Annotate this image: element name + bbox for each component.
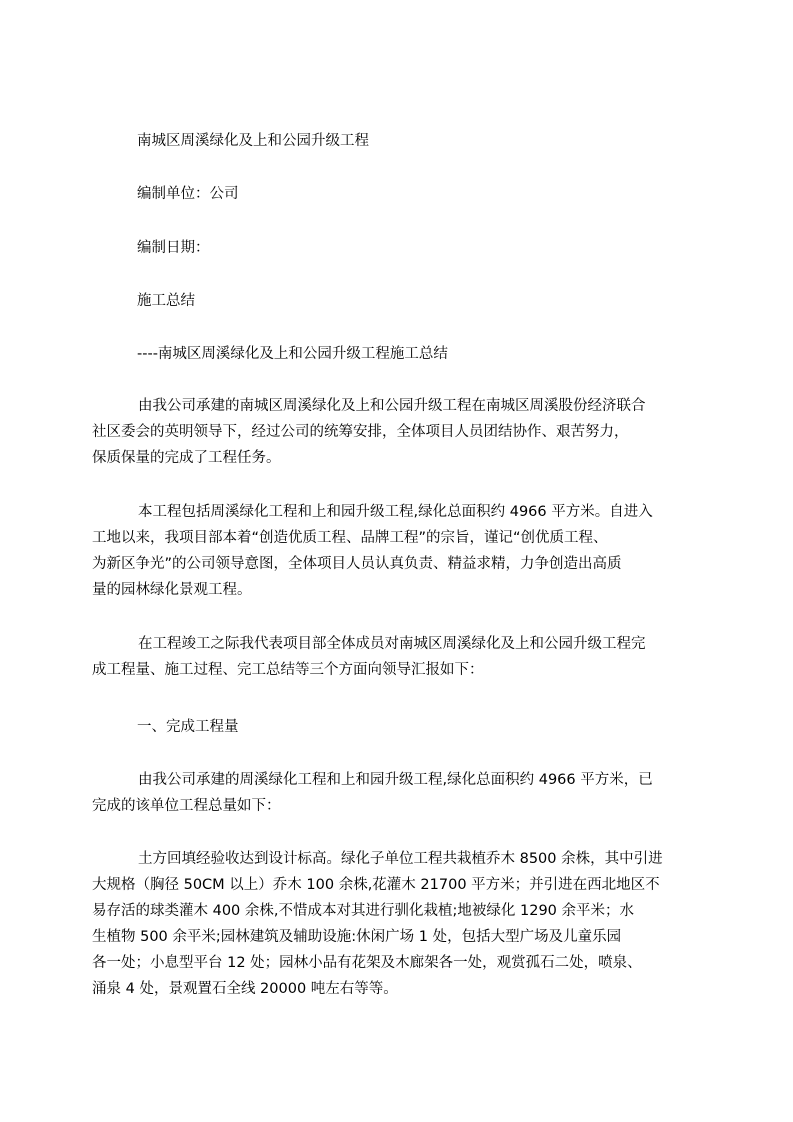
paragraph-line: 保质保量的完成了工程任务。	[92, 450, 281, 466]
paragraph-line: 成工程量、施工过程、完工总结等三个方面向领导汇报如下：	[92, 662, 484, 678]
section-one-heading: 一、完成工程量	[137, 719, 239, 735]
paragraph-line: 由我公司承建的南城区周溪绿化及上和公园升级工程在南城区周溪股份经济联合	[138, 398, 646, 414]
paragraph-line: 各一处；小息型平台 12 处；园林小品有花架及木廊架各一处，观赏孤石二处，喷泉、	[92, 955, 642, 971]
section-one-detail	[92, 846, 732, 1002]
paragraph-line: 量的园林绿化景观工程。	[92, 582, 252, 598]
paragraph-line: 生植物 500 余平米;园林建筑及辅助设施:休闲广场 1 处，包括大型广场及儿童乐园	[92, 929, 622, 945]
paragraph-scope	[92, 499, 732, 603]
compile-date: 编制日期：	[137, 240, 210, 256]
project-title: 南城区周溪绿化及上和公园升级工程	[137, 133, 369, 149]
paragraph-line: 土方回填经验收达到设计标高。绿化子单位工程共栽植乔木 8500 余株，其中引进	[138, 851, 663, 867]
paragraph-line: 本工程包括周溪绿化工程和上和园升级工程,绿化总面积约 4966 平方米。自进入	[138, 504, 653, 520]
summary-subtitle: ----南城区周溪绿化及上和公园升级工程施工总结	[137, 346, 448, 362]
paragraph-report	[92, 631, 732, 683]
paragraph-line: 工地以来，我项目部本着“创造优质工程、品牌工程”的宗旨，谨记“创优质工程、	[92, 530, 608, 546]
paragraph-line: 易存活的球类灌木 400 余株,不惜成本对其进行驯化栽植;地被绿化 1290 余平米；水	[92, 903, 635, 919]
paragraph-line: 完成的该单位工程总量如下：	[92, 798, 281, 814]
paragraph-line: 为新区争光”的公司领导意图，全体项目人员认真负责、精益求精，力争创造出高质	[92, 556, 622, 572]
compiler-unit: 编制单位：公司	[137, 186, 239, 202]
section-one-intro	[92, 767, 732, 819]
paragraph-line: 社区委会的英明领导下，经过公司的统筹安排，全体项目人员团结协作、艰苦努力，	[92, 424, 629, 440]
paragraph-intro	[92, 393, 732, 471]
paragraph-line: 在工程竣工之际我代表项目部全体成员对南城区周溪绿化及上和公园升级工程完	[138, 636, 646, 652]
paragraph-line: 大规格（胸径 50CM 以上）乔木 100 余株,花灌木 21700 平方米；并引进在西北地区不	[92, 877, 660, 893]
paragraph-line: 由我公司承建的周溪绿化工程和上和园升级工程,绿化总面积约 4966 平方米，已	[138, 772, 653, 788]
paragraph-line: 涌泉 4 处，景观置石全线 20000 吨左右等等。	[92, 981, 398, 997]
summary-heading: 施工总结	[137, 293, 195, 309]
